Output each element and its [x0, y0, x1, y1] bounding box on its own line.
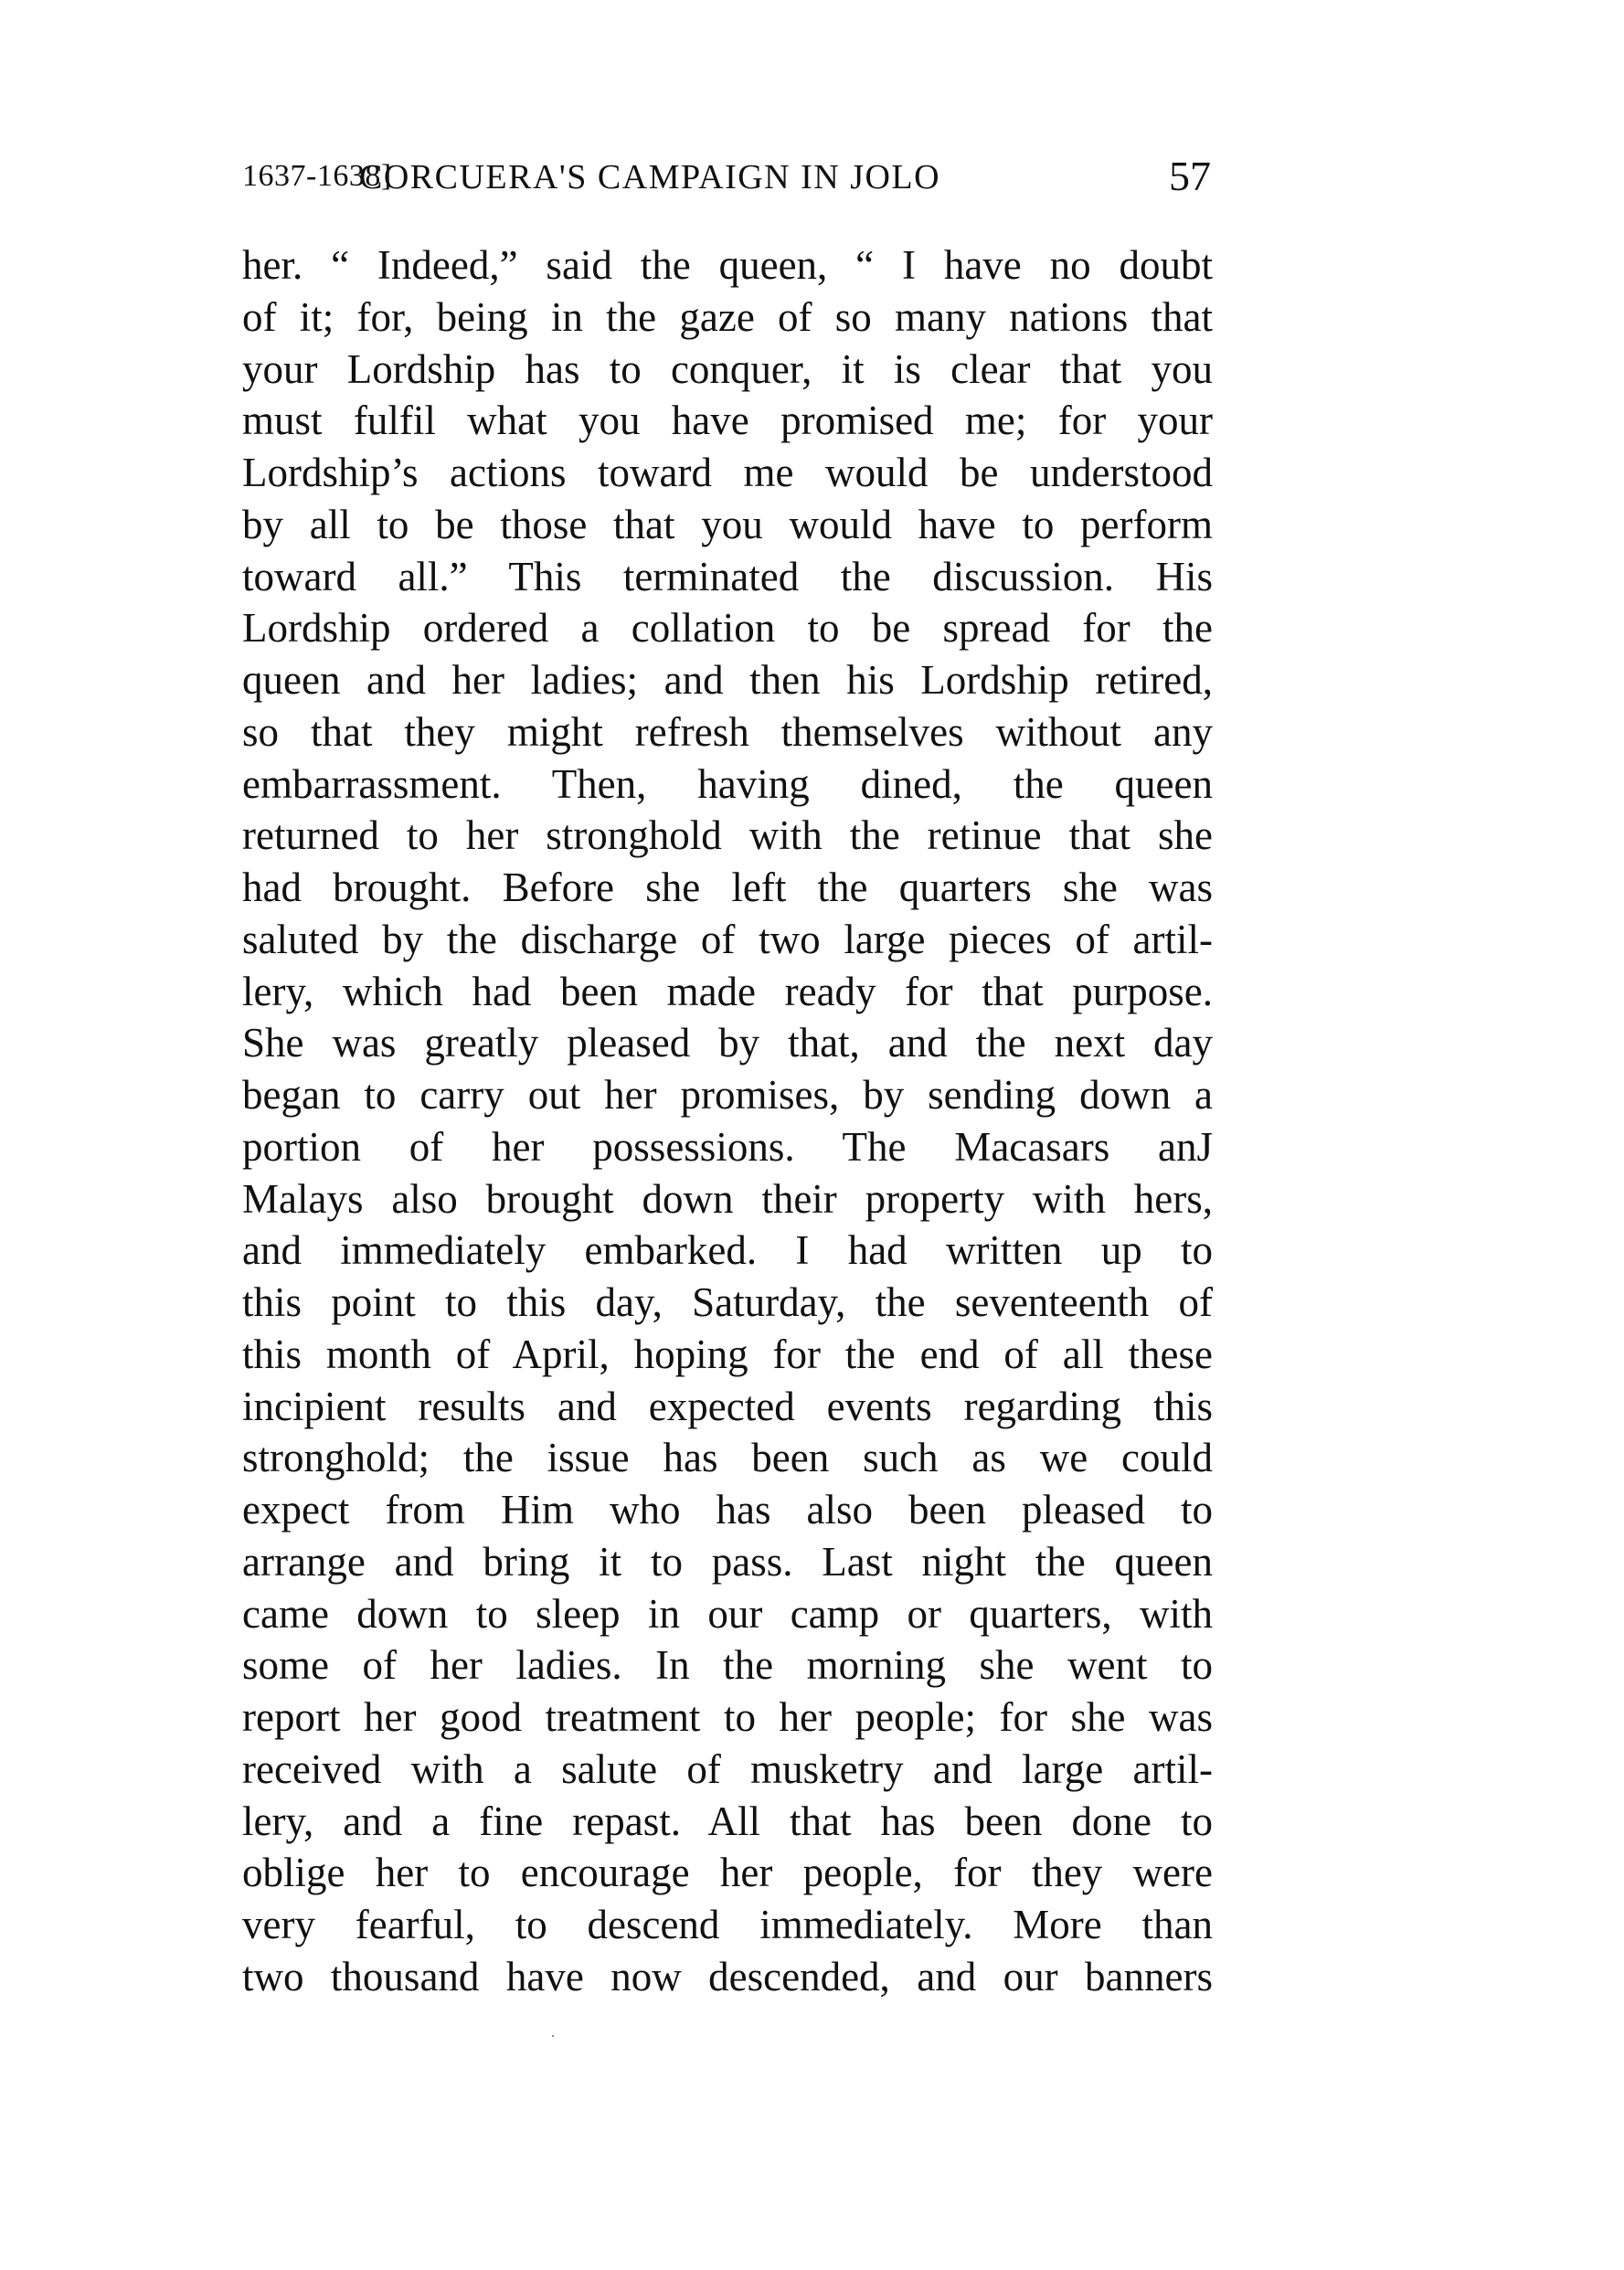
- text-line: two thousand have now descended, and our banners: [242, 1953, 1213, 2000]
- text-line: began to carry out her promises, by sending down a: [242, 1072, 1213, 1118]
- text-line: toward all.” This terminated the discussion. His: [242, 553, 1213, 599]
- text-line: must fulfil what you have promised me; for your: [242, 398, 1213, 444]
- text-line: oblige her to encourage her people, for they were: [242, 1850, 1213, 1896]
- text-line: She was greatly pleased by that, and the next day: [242, 1020, 1213, 1066]
- scan-speck: [552, 2035, 554, 2037]
- text-line: had brought. Before she left the quarters she was: [242, 865, 1213, 910]
- text-line: arrange and bring it to pass. Last night the queen: [242, 1538, 1213, 1585]
- running-head-dates: 1637-1638]: [242, 159, 392, 193]
- text-line: stronghold; the issue has been such as we could: [242, 1435, 1213, 1481]
- text-line: this point to this day, Saturday, the seventeenth of: [242, 1279, 1213, 1325]
- body-text: [242, 239, 1213, 2003]
- text-line: saluted by the discharge of two large pieces of artil-: [242, 916, 1213, 962]
- text-line: lery, and a fine repast. All that has been done to: [242, 1798, 1213, 1844]
- text-line: embarrassment. Then, having dined, the queen: [242, 760, 1213, 807]
- text-line: incipient results and expected events regarding this: [242, 1383, 1213, 1429]
- text-line: very fearful, to descend immediately. More than: [242, 1902, 1213, 1947]
- text-line: so that they might refresh themselves without any: [242, 708, 1213, 755]
- text-line: of it; for, being in the gaze of so many nations that: [242, 293, 1213, 340]
- running-head-title: CORCUERA'S CAMPAIGN IN JOLO: [359, 158, 941, 196]
- text-line: some of her ladies. In the morning she went to: [242, 1642, 1213, 1689]
- text-line: by all to be those that you would have to perform: [242, 501, 1213, 547]
- text-line: this month of April, hoping for the end of all these: [242, 1331, 1213, 1377]
- text-line: her. “ Indeed,” said the queen, “ I have no doubt: [242, 242, 1213, 288]
- text-line: Lordship ordered a collation to be spread for the: [242, 605, 1213, 652]
- text-line: your Lordship has to conquer, it is clear that you: [242, 345, 1213, 392]
- text-line: came down to sleep in our camp or quarters, with: [242, 1590, 1213, 1637]
- text-line: portion of her possessions. The Macasars anJ: [242, 1123, 1213, 1170]
- text-line: lery, which had been made ready for that purpose.: [242, 968, 1213, 1014]
- page-number: 57: [1169, 153, 1211, 199]
- text-line: received with a salute of musketry and large artil-: [242, 1745, 1213, 1792]
- text-line: expect from Him who has also been pleased to: [242, 1487, 1213, 1533]
- text-line: and immediately embarked. I had written up to: [242, 1227, 1213, 1274]
- text-line: Lordship’s actions toward me would be understood: [242, 450, 1213, 495]
- text-line: report her good treatment to her people; for she was: [242, 1694, 1213, 1740]
- text-line: returned to her stronghold with the retinue that she: [242, 812, 1213, 859]
- text-line: Malays also brought down their property with hers,: [242, 1175, 1213, 1222]
- running-head: [242, 154, 1211, 208]
- text-line: queen and her ladies; and then his Lordship retired,: [242, 657, 1213, 703]
